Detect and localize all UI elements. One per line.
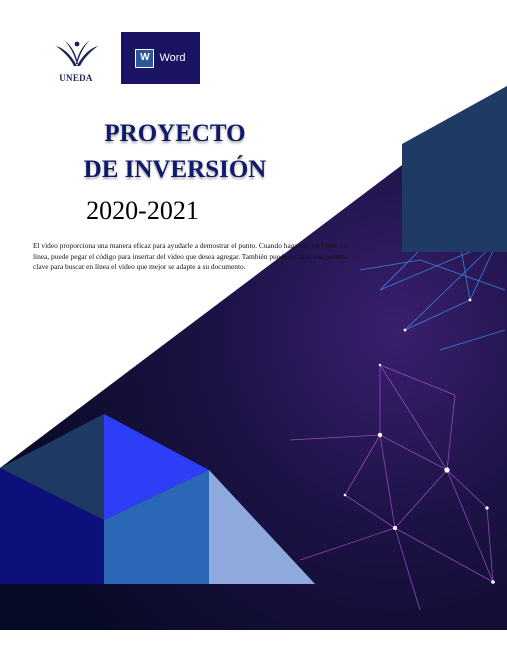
word-icon xyxy=(135,49,154,68)
word-icon-letter: W xyxy=(140,51,150,63)
word-badge xyxy=(121,32,200,84)
title-line-2: DE INVERSIÓN xyxy=(83,156,267,183)
word-badge-label: Word xyxy=(159,52,186,64)
title-line-1: PROYECTO xyxy=(104,120,246,147)
cover-body-text: El video proporciona una manera eficaz para ayudarle a demostrar el punto. Cuando haga clic en Video en línea, puede pegar el código para insertar del video que desea agregar. También puede escribir una palabra clave para buscar en línea el video que mejor se adapte a su documento. xyxy=(33,241,348,272)
cover-years: 2020-2021 xyxy=(86,196,199,225)
uneda-logo-text: UNEDA xyxy=(59,73,93,83)
